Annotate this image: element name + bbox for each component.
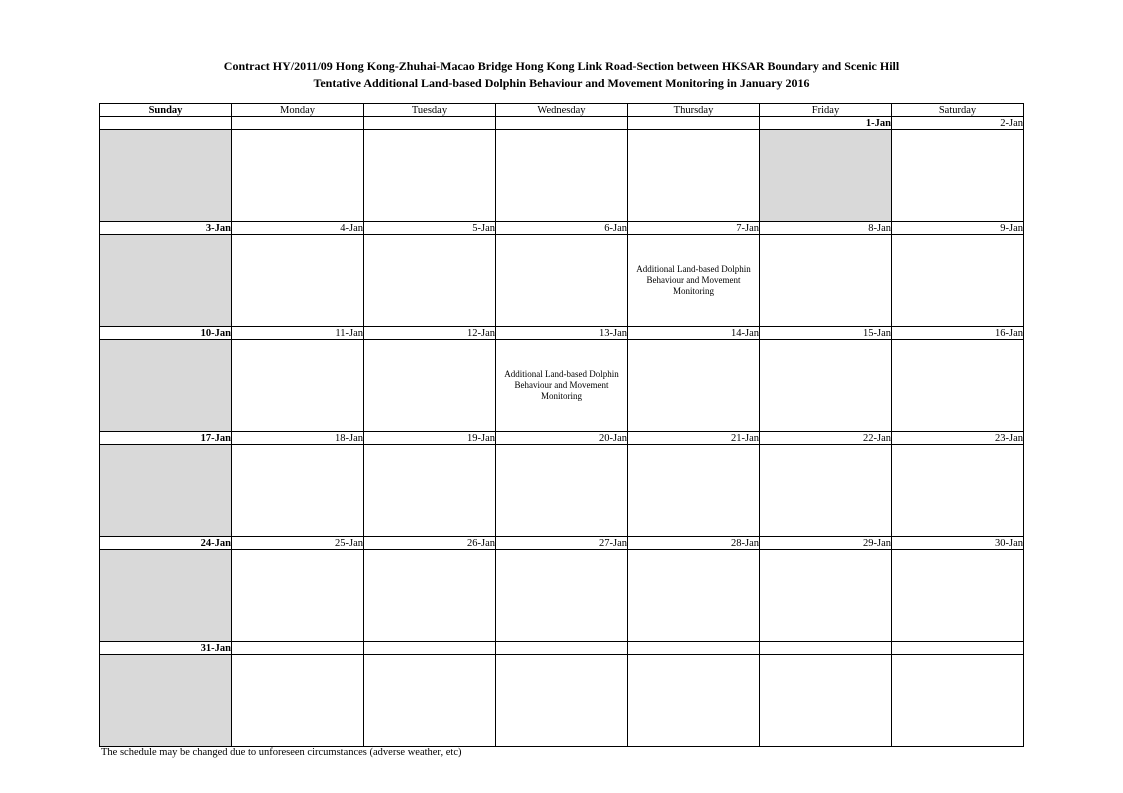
date-cell: 5-Jan (364, 222, 496, 235)
date-cell: 8-Jan (760, 222, 892, 235)
day-cell (232, 445, 364, 537)
day-cell (232, 550, 364, 642)
date-row (100, 537, 1024, 550)
day-cell (760, 445, 892, 537)
day-cell (892, 235, 1024, 327)
day-cell (628, 235, 760, 327)
day-cell (232, 340, 364, 432)
weekday-header: Tuesday (364, 104, 496, 117)
date-cell: 14-Jan (628, 327, 760, 340)
schedule-footnote: The schedule may be changed due to unforeseen circumstances (adverse weather, etc) (101, 747, 462, 758)
date-cell (760, 642, 892, 655)
day-body-row (100, 340, 1024, 432)
weekday-header: Wednesday (496, 104, 628, 117)
day-cell (232, 130, 364, 222)
day-cell (232, 235, 364, 327)
day-cell (100, 655, 232, 747)
day-cell (100, 445, 232, 537)
day-body-row (100, 445, 1024, 537)
day-cell (364, 130, 496, 222)
weekday-header: Sunday (100, 104, 232, 117)
day-cell (364, 445, 496, 537)
date-row (100, 117, 1024, 130)
date-cell: 20-Jan (496, 432, 628, 445)
date-cell: 6-Jan (496, 222, 628, 235)
date-cell (364, 117, 496, 130)
day-cell (496, 550, 628, 642)
date-cell (232, 642, 364, 655)
date-cell: 3-Jan (100, 222, 232, 235)
date-cell: 22-Jan (760, 432, 892, 445)
date-cell (892, 642, 1024, 655)
date-cell (496, 117, 628, 130)
date-cell: 4-Jan (232, 222, 364, 235)
day-cell (760, 340, 892, 432)
date-cell: 19-Jan (364, 432, 496, 445)
day-body-row (100, 130, 1024, 222)
title-line-1: Contract HY/2011/09 Hong Kong-Zhuhai-Macao Bridge Hong Kong Link Road-Section between HKSAR Boundary and Scenic Hill (223, 59, 900, 73)
day-cell (496, 130, 628, 222)
weekday-header: Saturday (892, 104, 1024, 117)
date-cell: 10-Jan (100, 327, 232, 340)
day-cell (628, 130, 760, 222)
day-cell (364, 550, 496, 642)
date-row (100, 642, 1024, 655)
date-cell: 2-Jan (892, 117, 1024, 130)
date-cell: 24-Jan (100, 537, 232, 550)
day-cell (628, 550, 760, 642)
date-row (100, 432, 1024, 445)
weekday-header-row (100, 104, 1024, 117)
date-cell: 29-Jan (760, 537, 892, 550)
weekday-header: Friday (760, 104, 892, 117)
weekday-header: Thursday (628, 104, 760, 117)
day-body-row (100, 550, 1024, 642)
day-cell (628, 445, 760, 537)
date-cell: 25-Jan (232, 537, 364, 550)
day-cell (760, 235, 892, 327)
date-cell: 18-Jan (232, 432, 364, 445)
day-cell (496, 445, 628, 537)
weekday-header: Monday (232, 104, 364, 117)
date-cell: 23-Jan (892, 432, 1024, 445)
day-cell (892, 130, 1024, 222)
day-cell (760, 550, 892, 642)
date-cell: 12-Jan (364, 327, 496, 340)
day-cell (760, 130, 892, 222)
date-cell: 28-Jan (628, 537, 760, 550)
day-cell (100, 130, 232, 222)
day-cell (232, 655, 364, 747)
day-cell (364, 655, 496, 747)
day-cell (892, 340, 1024, 432)
calendar-table (99, 103, 1024, 747)
day-cell (364, 340, 496, 432)
date-cell: 17-Jan (100, 432, 232, 445)
day-cell (892, 550, 1024, 642)
day-cell (628, 340, 760, 432)
day-cell (496, 235, 628, 327)
date-cell: 31-Jan (100, 642, 232, 655)
date-cell: 16-Jan (892, 327, 1024, 340)
day-cell (892, 445, 1024, 537)
day-cell (100, 235, 232, 327)
date-row (100, 222, 1024, 235)
monitoring-event: Additional Land-based Dolphin Behaviour and Movement Monitoring (504, 369, 619, 401)
date-cell (100, 117, 232, 130)
date-cell (496, 642, 628, 655)
day-cell (100, 550, 232, 642)
date-cell: 27-Jan (496, 537, 628, 550)
date-cell: 13-Jan (496, 327, 628, 340)
day-body-row (100, 655, 1024, 747)
title-line-2: Tentative Additional Land-based Dolphin Behaviour and Movement Monitoring in January 2016 (313, 76, 810, 90)
day-body-row (100, 235, 1024, 327)
date-cell: 26-Jan (364, 537, 496, 550)
day-cell (496, 655, 628, 747)
day-cell (628, 655, 760, 747)
day-cell (100, 340, 232, 432)
day-cell (760, 655, 892, 747)
date-cell: 30-Jan (892, 537, 1024, 550)
date-row (100, 327, 1024, 340)
day-cell (892, 655, 1024, 747)
date-cell (364, 642, 496, 655)
date-cell: 15-Jan (760, 327, 892, 340)
date-cell: 11-Jan (232, 327, 364, 340)
date-cell: 7-Jan (628, 222, 760, 235)
date-cell: 1-Jan (760, 117, 892, 130)
date-cell: 21-Jan (628, 432, 760, 445)
day-cell (364, 235, 496, 327)
day-cell (496, 340, 628, 432)
date-cell (628, 117, 760, 130)
monitoring-event: Additional Land-based Dolphin Behaviour and Movement Monitoring (636, 264, 751, 296)
date-cell: 9-Jan (892, 222, 1024, 235)
date-cell (232, 117, 364, 130)
date-cell (628, 642, 760, 655)
